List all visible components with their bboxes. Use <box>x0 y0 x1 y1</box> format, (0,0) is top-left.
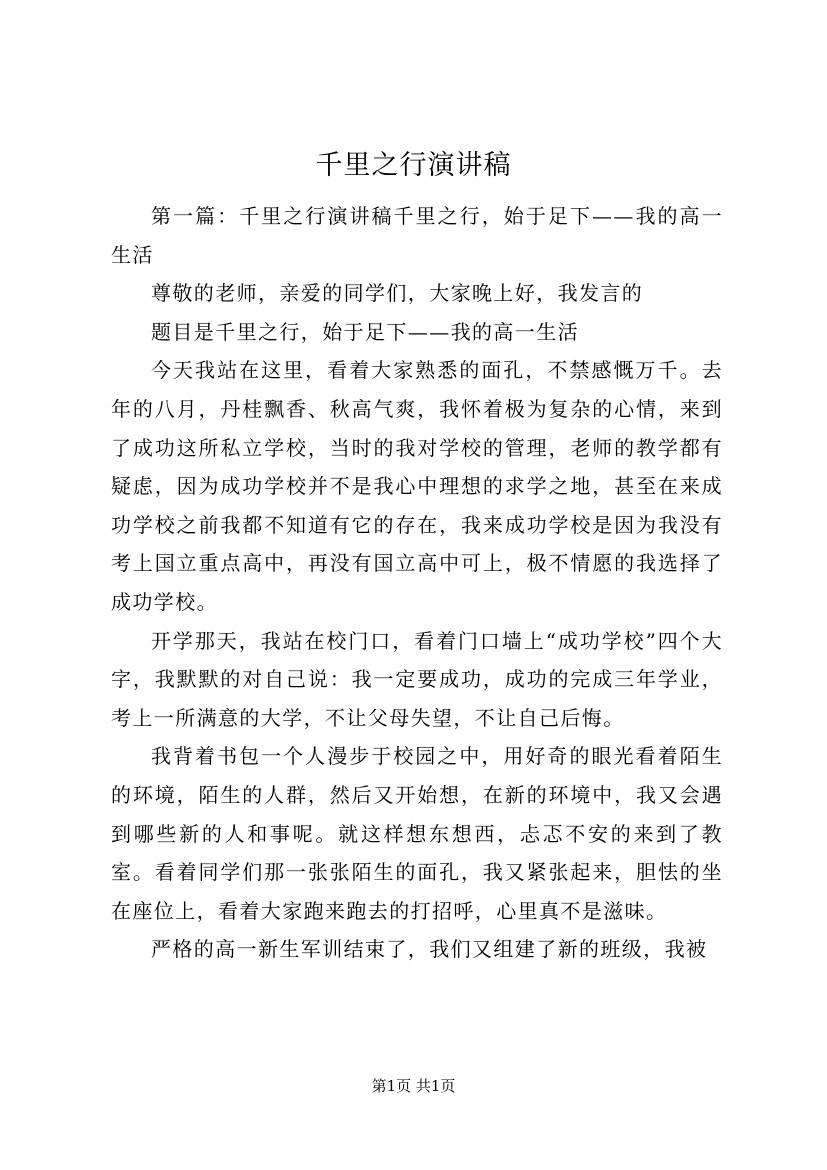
paragraph: 题目是千里之行，始于足下——我的高一生活 <box>151 319 579 344</box>
document-body <box>111 197 723 969</box>
paragraph: 我背着书包一个人漫步于校园之中，用好奇的眼光看着陌生的环境，陌生的人群，然后又开始想，在新的环境中，我又会遇到哪些新的人和事呢。就这样想东想西，忐忑不安的来到了教室。看着同学们那一张张陌生的面孔，我又紧张起来，胆怯的坐在座位上，看着大家跑来跑去的打招呼，心里真不是滋味。 <box>111 744 723 923</box>
paragraph: 开学那天，我站在校门口，看着门口墙上“成功学校”四个大字，我默默的对自己说：我一定要成功，成功的完成三年学业，考上一所满意的大学，不让父母失望，不让自己后悔。 <box>111 628 723 730</box>
paragraph: 今天我站在这里，看着大家熟悉的面孔，不禁感慨万千。去年的八月，丹桂飘香、秋高气爽，我怀着极为复杂的心情，来到了成功这所私立学校，当时的我对学校的管理，老师的教学都有疑虑，因为成功学校并不是我心中理想的求学之地，甚至在来成功学校之前我都不知道有它的存在，我来成功学校是因为我没有考上国立重点高中，再没有国立高中可上，极不情愿的我选择了成功学校。 <box>111 358 723 614</box>
document-title: 千里之行演讲稿 <box>315 150 512 181</box>
page-footer: 第1页 共1页 <box>371 1077 456 1095</box>
paragraph: 严格的高一新生军训结束了，我们又组建了新的班级，我被 <box>151 937 708 962</box>
paragraph: 尊敬的老师，亲爱的同学们，大家晚上好，我发言的 <box>151 281 644 306</box>
paragraph: 第一篇：千里之行演讲稿千里之行，始于足下——我的高一生活 <box>111 204 723 267</box>
